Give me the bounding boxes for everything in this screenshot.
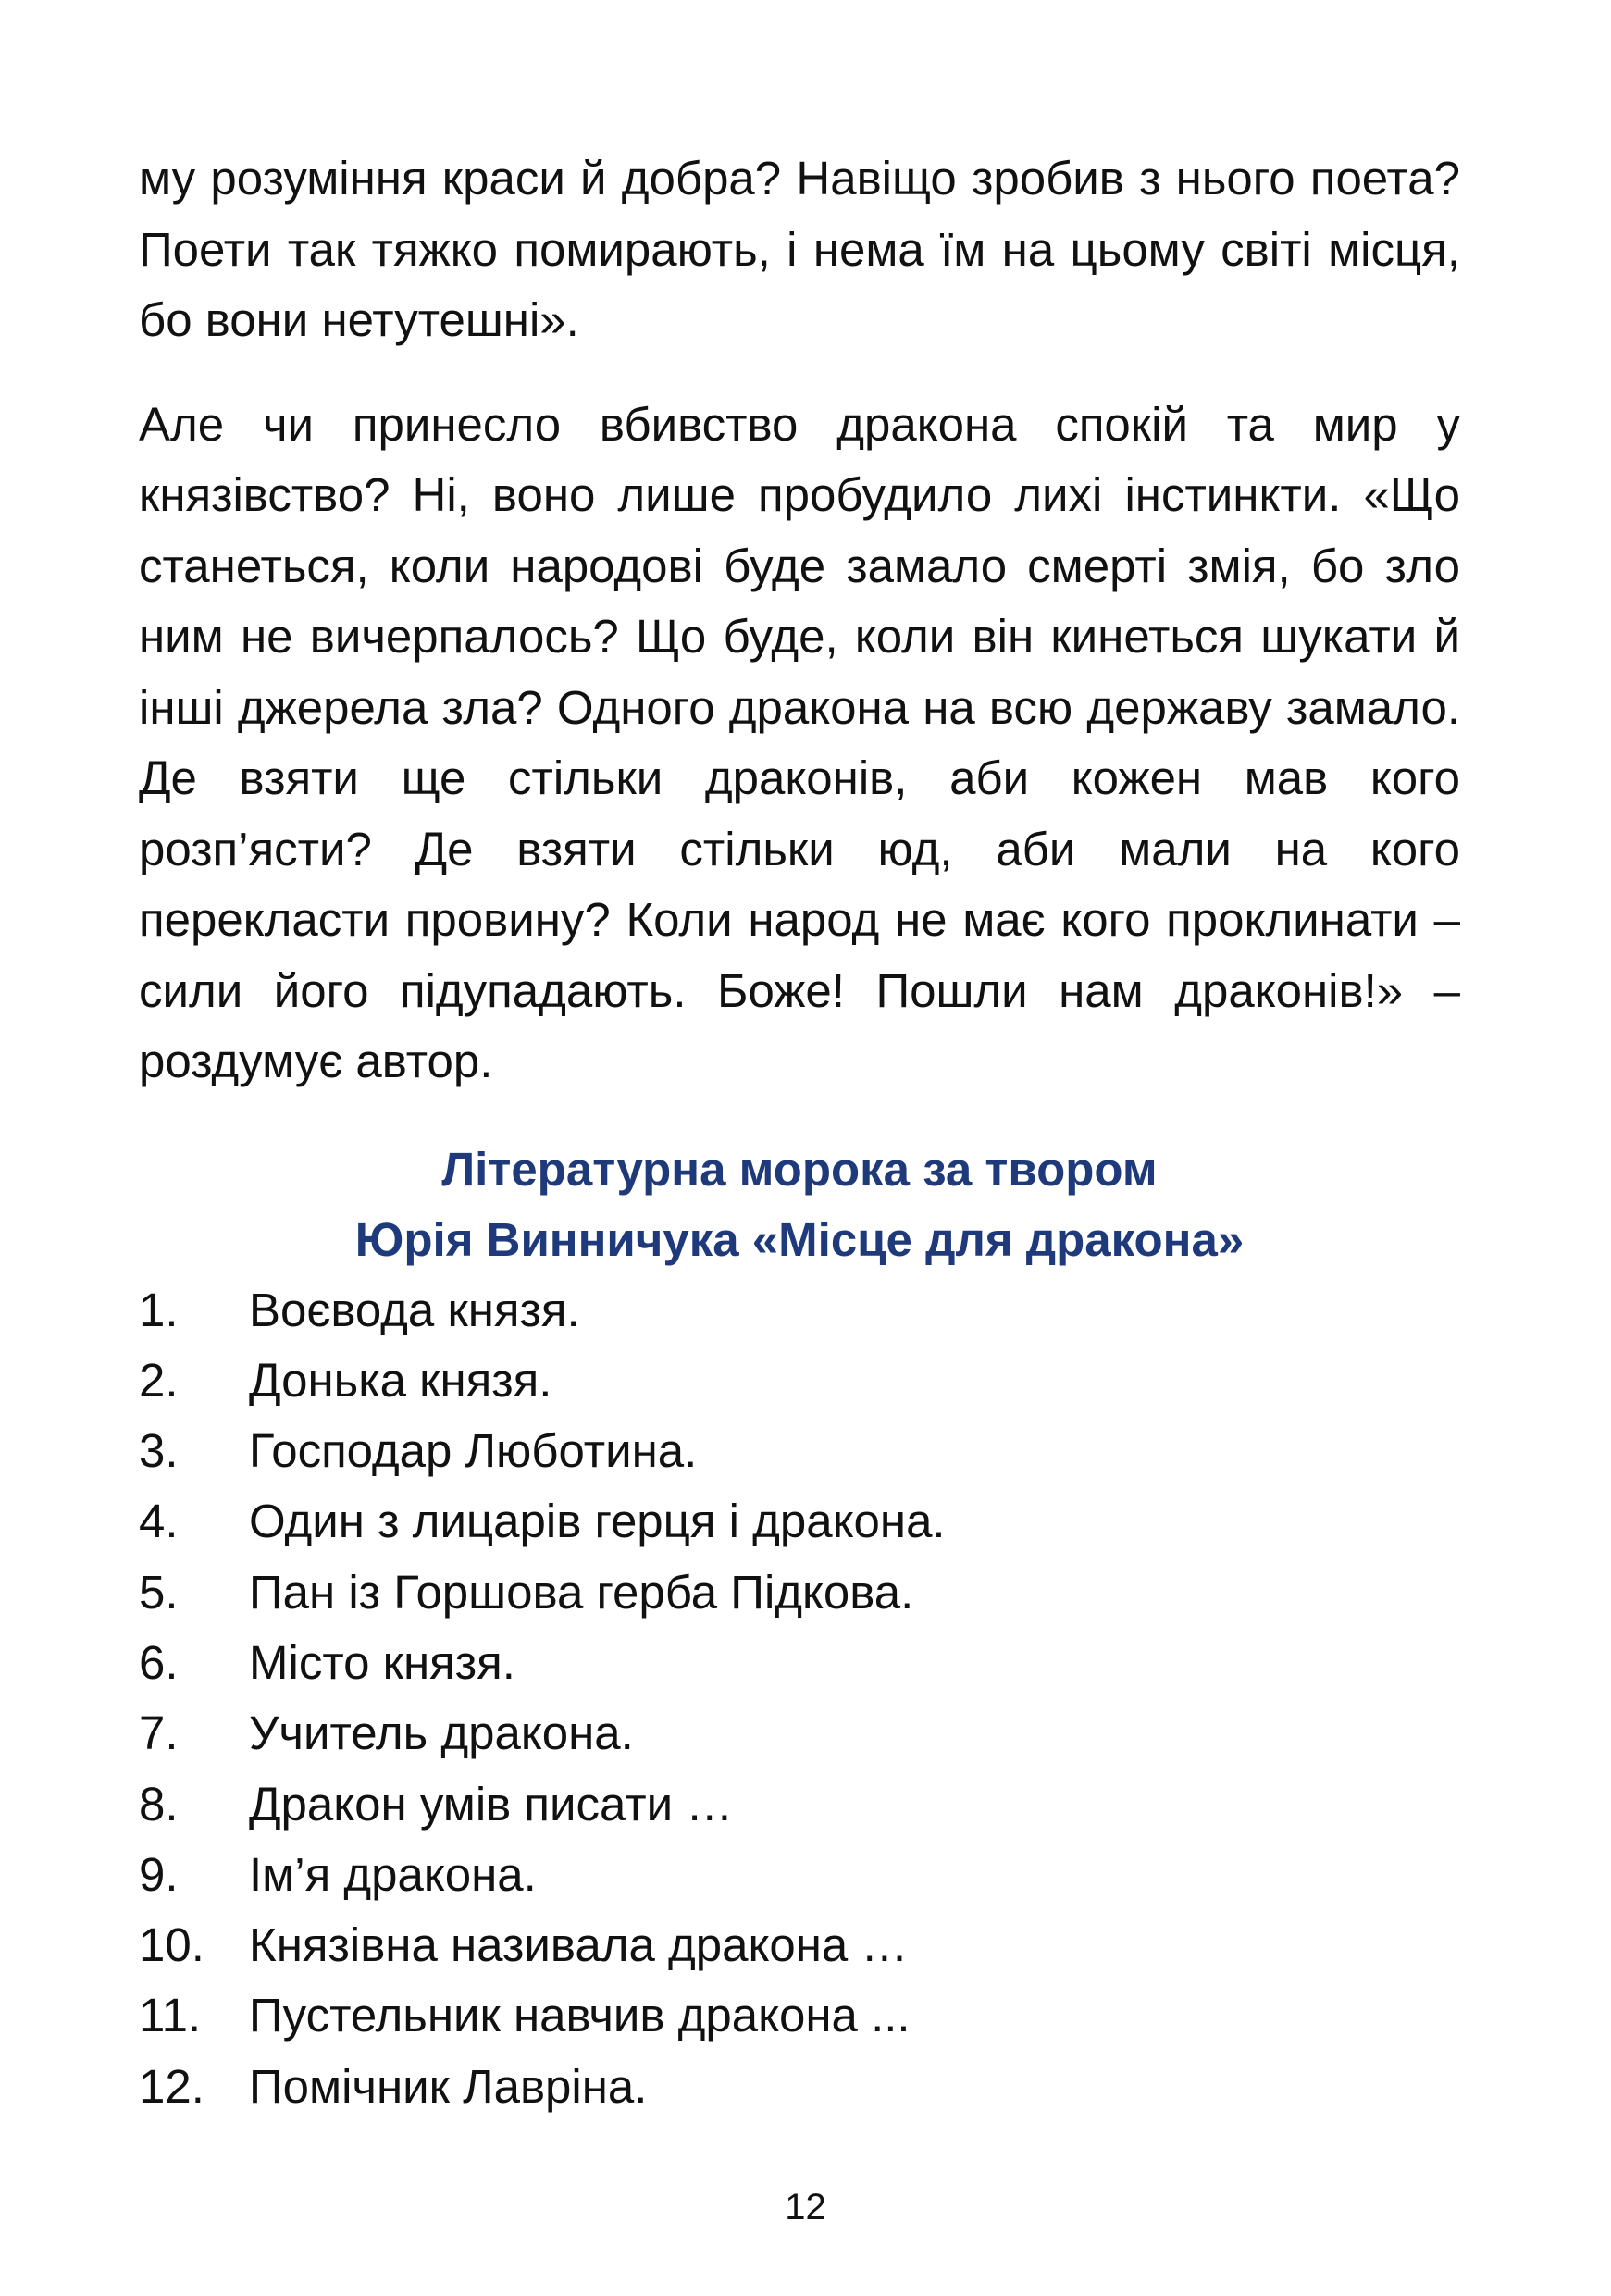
item-text: Господар Люботина. — [249, 1424, 698, 1478]
item-number: 1. — [139, 1283, 179, 1336]
item-text: Пустельник навчив дракона ... — [249, 1989, 911, 2042]
item-number: 6. — [139, 1635, 179, 1689]
page-number: 12 — [785, 2187, 826, 2228]
section-heading — [139, 1135, 1460, 1275]
item-text: Князівна називала дракона … — [249, 1918, 909, 1972]
list-item — [139, 1275, 1460, 1346]
quiz-list — [139, 1275, 1460, 2123]
list-item — [139, 1558, 1460, 1628]
item-text: Один з лицарів герця і дракона. — [249, 1495, 946, 1548]
body-paragraph: Але чи принесло вбивство дракона спокій та мир у князівство? Ні, воно лише пробудило лихі інстинкти. «Що станеться, коли народові буде замало смерті змія, бо зло ним не вичерпалось? Що буде, коли він кинеться шукати й інші джерела зла? Одного дракона на всю державу замало. Де взяти ще стільки драконів, аби кожен мав кого розп’ясти? Де взяти стільки юд, аби мали на кого перекласти провину? Коли народ не має кого проклинати – сили його підупадають. Боже! Пошли нам драконів!» – роздумує автор. — [139, 397, 1460, 1087]
item-text: Помічник Лавріна. — [249, 2059, 648, 2113]
list-item — [139, 1769, 1460, 1840]
list-item — [139, 1840, 1460, 1910]
list-item — [139, 1980, 1460, 2051]
item-number: 7. — [139, 1706, 179, 1760]
item-number: 9. — [139, 1847, 179, 1901]
item-text: Учитель дракона. — [249, 1706, 634, 1760]
item-text: Пан із Горшова герба Підкова. — [249, 1565, 914, 1619]
page-content — [139, 143, 1460, 2122]
item-number: 12. — [139, 2059, 204, 2113]
list-item — [139, 1416, 1460, 1486]
list-item — [139, 1346, 1460, 1416]
item-text: Ім’я дракона. — [249, 1847, 537, 1901]
item-number: 8. — [139, 1777, 179, 1831]
item-text: Місто князя. — [249, 1635, 515, 1689]
item-text: Донька князя. — [249, 1353, 552, 1407]
list-item — [139, 1486, 1460, 1557]
list-item — [139, 1910, 1460, 1980]
item-number: 2. — [139, 1353, 179, 1407]
item-number: 5. — [139, 1565, 179, 1619]
section-heading-line: Літературна морока за твором — [441, 1142, 1158, 1196]
item-number: 4. — [139, 1495, 179, 1548]
list-item — [139, 2052, 1460, 2122]
body-paragraph: му розуміння краси й добра? Навіщо зробив з нього поета? Поети так тяжко помирають, і нема їм на цьому світі місця, бо вони нетутешні». — [139, 152, 1460, 346]
item-text: Дракон умів писати … — [249, 1777, 734, 1831]
item-number: 10. — [139, 1918, 204, 1972]
item-text: Воєвода князя. — [249, 1283, 580, 1336]
list-item — [139, 1628, 1460, 1698]
section-heading-line: Юрія Винничука «Місце для дракона» — [354, 1212, 1245, 1266]
list-item — [139, 1698, 1460, 1769]
item-number: 3. — [139, 1424, 179, 1478]
item-number: 11. — [139, 1989, 202, 2042]
